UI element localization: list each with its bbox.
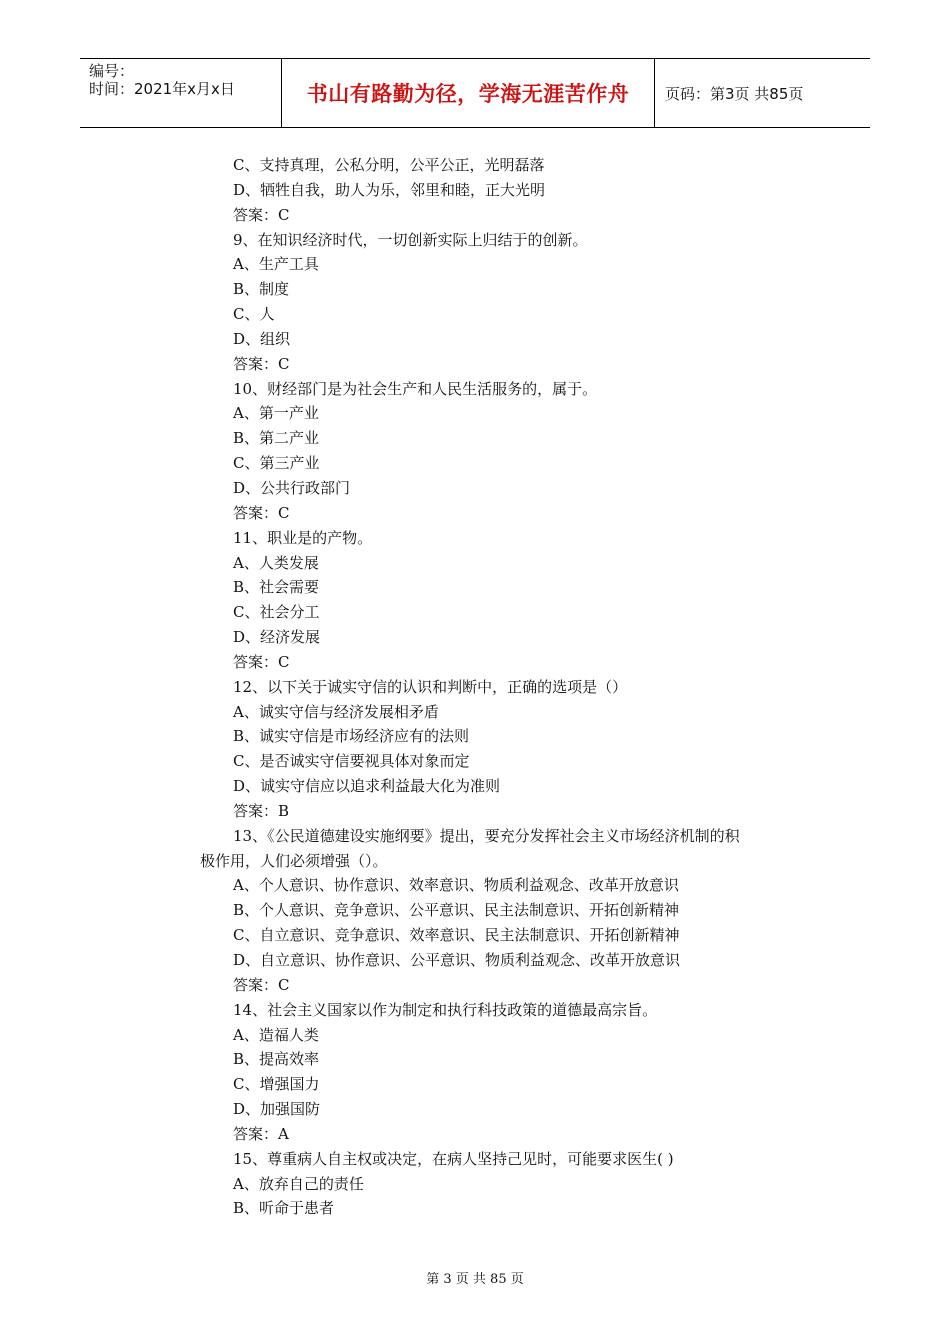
option-line: D、加强国防 — [233, 1100, 321, 1119]
text-line: C、支持真理，公私分明，公平公正，光明磊落 — [233, 156, 545, 174]
option-line: A、个人意识、协作意识、效率意识、物质利益观念、改革开放意识 — [233, 876, 679, 895]
option-line: D、自立意识、协作意识、公平意识、物质利益观念、改革开放意识 — [233, 951, 681, 969]
option-line: A、人类发展 — [233, 553, 319, 572]
number-label: 编号： — [89, 62, 135, 80]
question-line-continued: 极作用，人们必须增强（）。 — [200, 851, 388, 870]
option-line: A、造福人类 — [233, 1025, 319, 1044]
question-line: 10、财经部门是为社会生产和人民生活服务的，属于。 — [233, 379, 598, 398]
question-line: 12、以下关于诚实守信的认识和判断中，正确的选项是（） — [233, 677, 628, 696]
answer-line: 答案：A — [233, 1124, 289, 1143]
answer-line: 答案：C — [233, 975, 290, 994]
option-line: C、第三产业 — [233, 454, 320, 473]
option-line: D、公共行政部门 — [233, 478, 351, 497]
question-line: 9、在知识经济时代，一切创新实际上归结于的创新。 — [233, 230, 588, 249]
document-body — [200, 153, 820, 1221]
text-line: D、牺牲自我，助人为乐，邻里和睦，正大光明 — [233, 180, 546, 199]
page-header — [80, 58, 870, 128]
answer-line: 答案：C — [233, 205, 290, 224]
option-line: B、制度 — [233, 280, 290, 299]
option-line: A、放弃自己的责任 — [233, 1174, 364, 1193]
option-line: B、听命于患者 — [233, 1199, 335, 1218]
time-label: 时间：2021年x月x日 — [89, 80, 235, 98]
option-line: D、诚实守信应以追求利益最大化为准则 — [233, 777, 501, 796]
option-line: A、诚实守信与经济发展相矛盾 — [233, 702, 439, 721]
option-line: D、组织 — [233, 329, 291, 348]
header-meta — [80, 59, 281, 127]
header-page-label: 页码：第3页 共85页 — [665, 84, 804, 103]
option-line: A、第一产业 — [233, 404, 319, 423]
option-line: C、人 — [233, 305, 275, 324]
option-line: B、提高效率 — [233, 1050, 320, 1069]
page-footer: 第 3 页 共 85 页 — [426, 1272, 524, 1287]
option-line: B、个人意识、竞争意识、公平意识、民主法制意识、开拓创新精神 — [233, 901, 680, 920]
option-line: B、第二产业 — [233, 429, 320, 448]
question-line: 13、《公民道德建设实施纲要》提出，要充分发挥社会主义市场经济机制的积 — [233, 826, 740, 845]
option-line: B、社会需要 — [233, 578, 320, 597]
answer-line: 答案：C — [233, 503, 290, 522]
option-line: A、生产工具 — [233, 255, 319, 274]
question-line: 15、尊重病人自主权或决定，在病人坚持己见时，可能要求医生( ) — [233, 1149, 674, 1168]
option-line: B、诚实守信是市场经济应有的法则 — [233, 727, 470, 746]
answer-line: 答案：B — [233, 801, 290, 820]
option-line: C、是否诚实守信要视具体对象而定 — [233, 752, 470, 771]
header-motto: 书山有路勤为径，学海无涯苦作舟 — [281, 59, 655, 127]
question-line: 14、社会主义国家以作为制定和执行科技政策的道德最高宗旨。 — [233, 1000, 658, 1019]
answer-line: 答案：C — [233, 652, 290, 671]
option-line: C、增强国力 — [233, 1075, 320, 1094]
option-line: C、自立意识、竞争意识、效率意识、民主法制意识、开拓创新精神 — [233, 926, 680, 945]
answer-line: 答案：C — [233, 354, 290, 373]
option-line: C、社会分工 — [233, 603, 320, 622]
option-line: D、经济发展 — [233, 628, 321, 647]
question-line: 11、职业是的产物。 — [233, 528, 373, 547]
